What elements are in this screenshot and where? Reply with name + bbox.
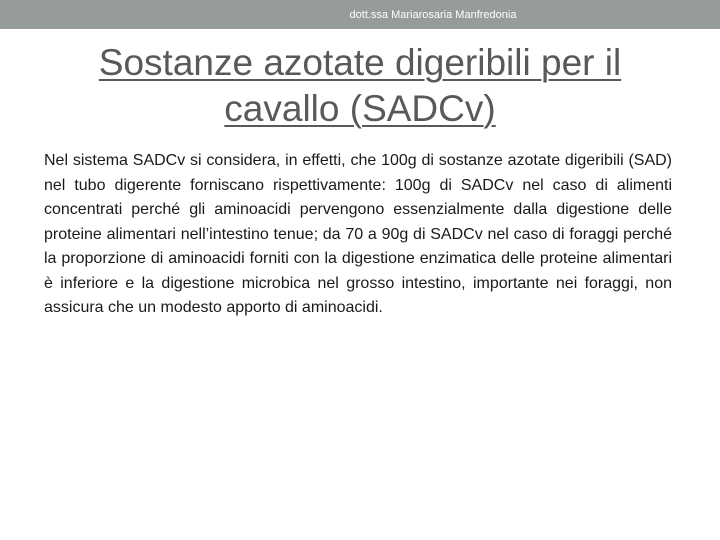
slide-title: Sostanze azotate digeribili per il cavallo (SADCv) [98, 42, 622, 129]
slide-body-text: Nel sistema SADCv si considera, in effetti, che 100g di sostanze azotate digeribili (SAD) nel tubo digerente forniscano rispettivamente: 100g di SADCv nel caso di alimenti concentrati perché gli aminoacidi pervengono essenzialmente dalla digestione delle proteine alimentari nell’intestino tenue; da 70 a 90g di SADCv nel caso di foraggi perché la proporzione di aminoacidi forniti con la digestione enzimatica delle proteine alimentari è inferiore e la digestione microbica nel grosso intestino, importante nei foraggi, non assicura che un modesto apporto di aminoacidi. [44, 152, 672, 316]
header-bar [0, 0, 720, 29]
header-author: dott.ssa Mariarosaria Manfredonia [349, 9, 517, 21]
